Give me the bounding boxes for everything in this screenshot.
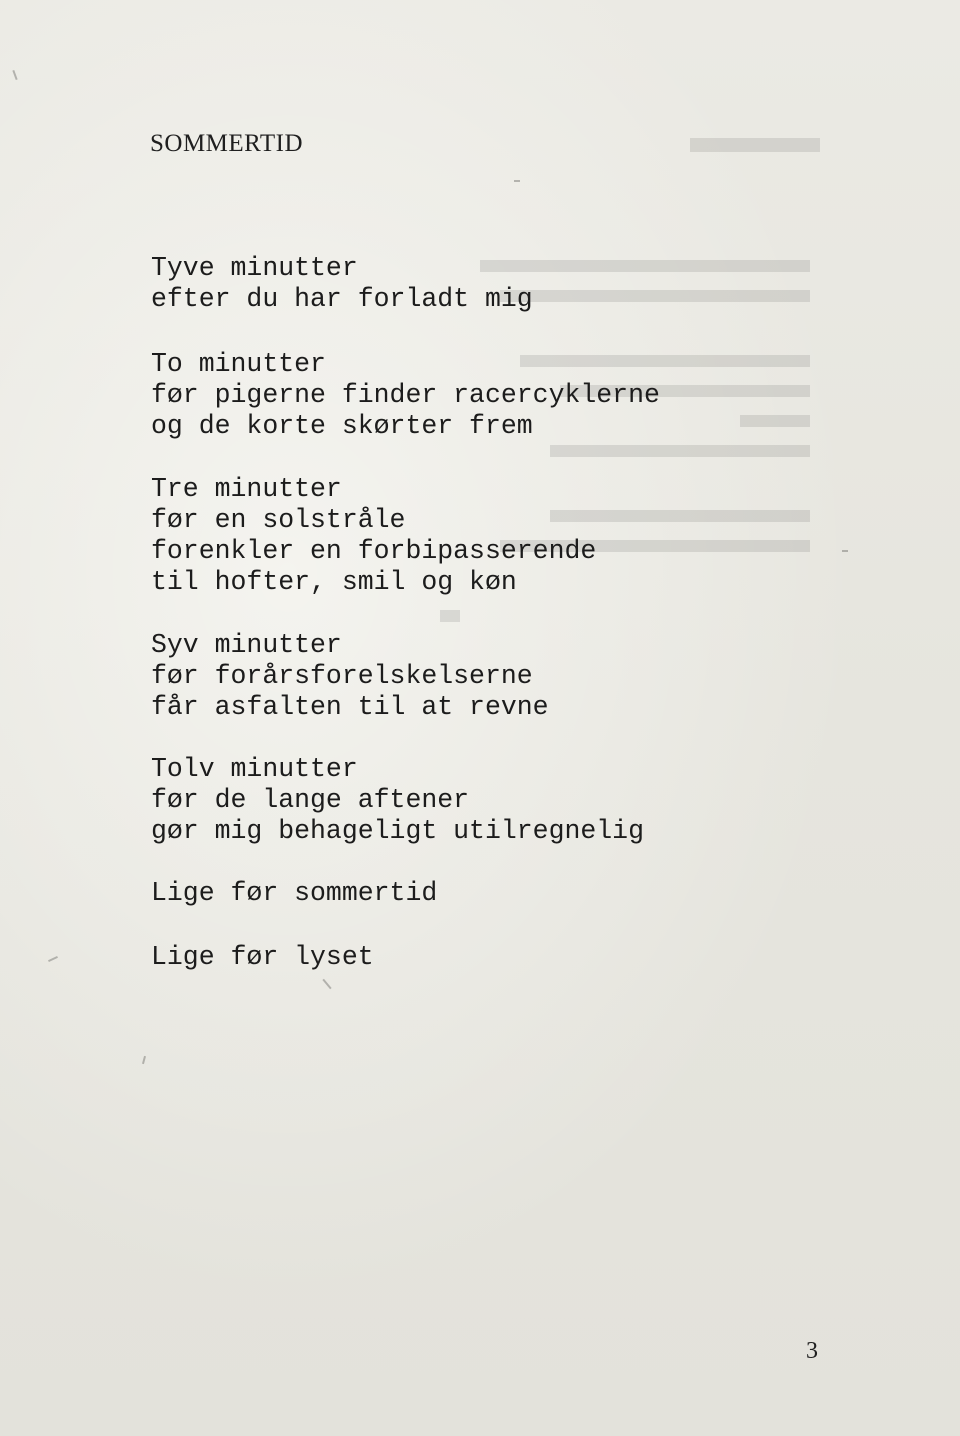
paper-speck [142, 1056, 146, 1064]
poem-line: og de korte skørter frem [151, 411, 533, 441]
poem-line: til hofter, smil og køn [151, 567, 517, 597]
poem-line: Lige før lyset [151, 942, 374, 972]
poem-line: forenkler en forbipasserende [151, 536, 597, 566]
poem-line: før en solstråle [151, 505, 406, 535]
poem-line: Syv minutter [151, 630, 342, 660]
paper-speck [12, 70, 17, 80]
stanza [151, 349, 660, 442]
stanza [151, 474, 596, 598]
poem-line: før forårsforelskelserne [151, 661, 533, 691]
stanza [151, 630, 549, 723]
poem-line: før de lange aftener [151, 785, 470, 815]
stanza [151, 942, 374, 973]
paper-speck [48, 956, 58, 962]
poem-title: SOMMERTID [150, 130, 304, 157]
stanza [151, 754, 644, 847]
paper-speck [322, 979, 331, 989]
poem-line: før pigerne finder racercyklerne [151, 380, 660, 410]
poem-line: Tre minutter [151, 474, 342, 504]
stanza [151, 253, 533, 315]
poem-line: gør mig behageligt utilregnelig [151, 816, 644, 846]
poem-line: efter du har forladt mig [151, 284, 533, 314]
poem-line: To minutter [151, 349, 326, 379]
paper-speck [514, 180, 520, 182]
poem-line: Tolv minutter [151, 754, 358, 784]
poem-line: Tyve minutter [151, 253, 358, 283]
paper-speck [842, 550, 848, 552]
page-number: 3 [806, 1338, 818, 1364]
stanza [151, 878, 437, 909]
poem-line: Lige før sommertid [151, 878, 438, 908]
poem-line: får asfalten til at revne [151, 692, 549, 722]
